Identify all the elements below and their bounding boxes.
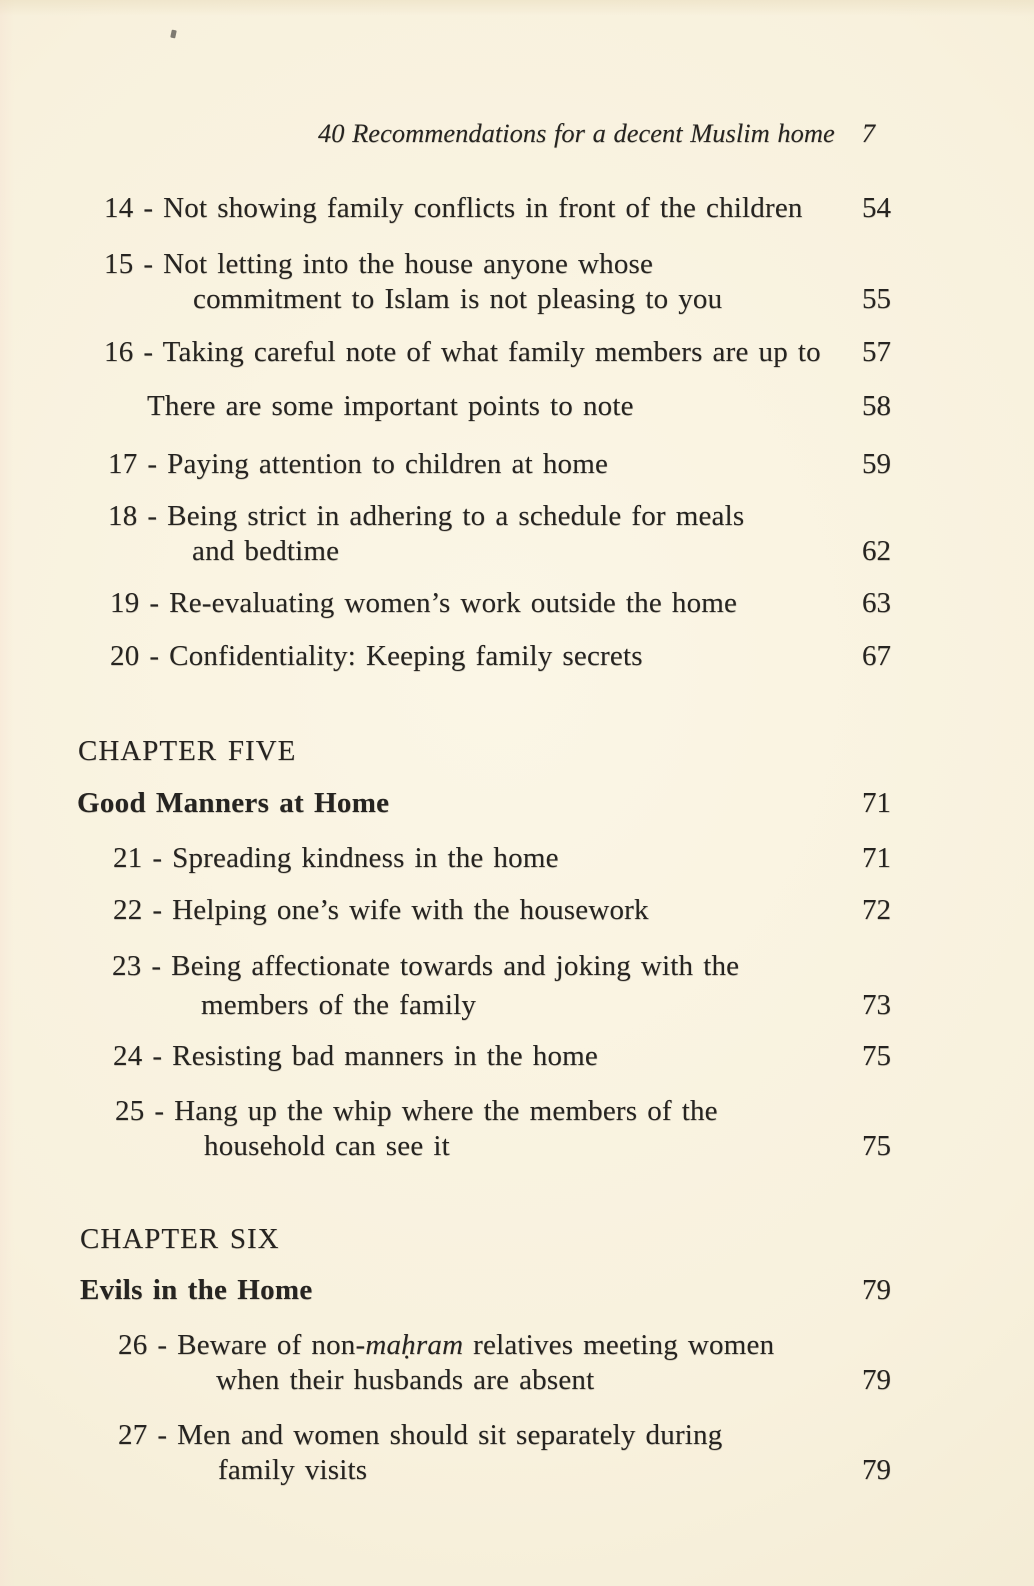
toc-entry-15-line2: commitment to Islam is not pleasing to you bbox=[193, 283, 723, 315]
entry-26-italic-word: maḥram bbox=[365, 1329, 464, 1361]
page-number-evils: 79 bbox=[862, 1274, 891, 1306]
page-number-entry-15: 55 bbox=[862, 283, 891, 315]
toc-entry-27-line2: family visits bbox=[218, 1454, 368, 1486]
page-number-entry-23: 73 bbox=[862, 989, 891, 1021]
running-header bbox=[318, 116, 875, 150]
toc-entry-26-line2: when their husbands are absent bbox=[216, 1364, 595, 1396]
header-page-number: 7 bbox=[861, 118, 875, 148]
toc-entry-27-line1: 27 - Men and women should sit separately during bbox=[118, 1419, 723, 1451]
page-number-entry-18: 62 bbox=[862, 535, 891, 567]
page-number-good-manners: 71 bbox=[862, 787, 891, 819]
toc-entry-19: 19 - Re-evaluating women’s work outside the home bbox=[110, 587, 738, 619]
toc-entry-14: 14 - Not showing family conflicts in front of the children bbox=[104, 192, 803, 224]
page-number-entry-24: 75 bbox=[862, 1040, 891, 1072]
page-number-entry-22: 72 bbox=[862, 894, 891, 926]
toc-entry-22: 22 - Helping one’s wife with the housework bbox=[113, 894, 649, 926]
toc-entry-23-line2: members of the family bbox=[201, 989, 477, 1021]
page-number-note: 58 bbox=[862, 390, 891, 422]
section-title-evils: Evils in the Home bbox=[80, 1274, 313, 1306]
toc-entry-23-line1: 23 - Being affectionate towards and joking with the bbox=[112, 950, 740, 982]
running-title: 40 Recommendations for a decent Muslim home bbox=[318, 118, 835, 148]
page-number-entry-17: 59 bbox=[862, 448, 891, 480]
toc-entry-15-line1: 15 - Not letting into the house anyone whose bbox=[104, 248, 654, 280]
toc-entry-16: 16 - Taking careful note of what family members are up to bbox=[104, 336, 821, 368]
page-number-entry-19: 63 bbox=[862, 587, 891, 619]
chapter-six-heading: CHAPTER SIX bbox=[80, 1223, 280, 1255]
toc-entry-21: 21 - Spreading kindness in the home bbox=[113, 842, 559, 874]
toc-entry-25-line2: household can see it bbox=[204, 1130, 450, 1162]
toc-entry-17: 17 - Paying attention to children at home bbox=[108, 448, 609, 480]
page-number-entry-27: 79 bbox=[862, 1454, 891, 1486]
toc-note-important-points: There are some important points to note bbox=[147, 390, 634, 422]
toc-entry-18-line1: 18 - Being strict in adhering to a schedule for meals bbox=[108, 500, 745, 532]
page-number-entry-21: 71 bbox=[862, 842, 891, 874]
toc-entry-20: 20 - Confidentiality: Keeping family secrets bbox=[110, 640, 643, 672]
page-number-entry-16: 57 bbox=[862, 336, 891, 368]
page-number-entry-14: 54 bbox=[862, 192, 891, 224]
page-number-entry-25: 75 bbox=[862, 1130, 891, 1162]
page-number-entry-26: 79 bbox=[862, 1364, 891, 1396]
toc-entry-18-line2: and bedtime bbox=[192, 535, 340, 567]
page-number-entry-20: 67 bbox=[862, 640, 891, 672]
entry-26-prefix: 26 - Beware of non- bbox=[118, 1329, 366, 1361]
toc-entry-26-line1 bbox=[118, 1327, 774, 1363]
scan-speck bbox=[170, 30, 177, 39]
chapter-five-heading: CHAPTER FIVE bbox=[78, 735, 297, 767]
entry-26-suffix: relatives meeting women bbox=[463, 1329, 775, 1361]
toc-entry-25-line1: 25 - Hang up the whip where the members of the bbox=[115, 1095, 718, 1127]
section-title-good-manners: Good Manners at Home bbox=[77, 787, 390, 819]
toc-entry-24: 24 - Resisting bad manners in the home bbox=[113, 1040, 598, 1072]
